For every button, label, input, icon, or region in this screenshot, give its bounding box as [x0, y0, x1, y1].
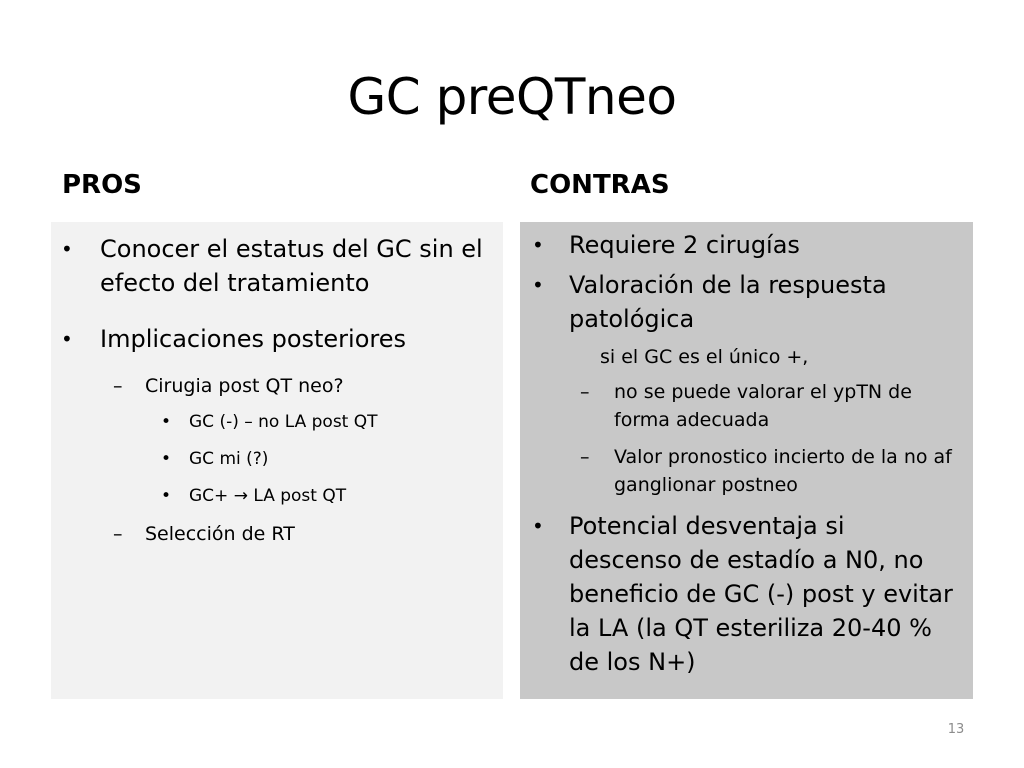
contras-sub-item: [580, 378, 960, 434]
slide-title: GC preQTneo: [347, 68, 677, 126]
contras-bullet-item: [532, 228, 962, 262]
contras-bullet-text: Requiere 2 cirugías: [569, 231, 800, 259]
contras-heading: CONTRAS: [530, 170, 670, 200]
pros-bullet-item: [61, 232, 491, 300]
page-number: 13: [947, 722, 965, 737]
contras-sub-text: no se puede valorar el ypTN de forma adecuada: [614, 381, 912, 431]
dash-icon: –: [113, 523, 123, 545]
bullet-icon: •: [532, 233, 544, 257]
contras-bullet-item: [532, 268, 962, 336]
pros-sub-sub-text: GC mi (?): [189, 449, 269, 469]
bullet-icon: •: [161, 486, 172, 506]
dash-icon: –: [580, 446, 590, 468]
pros-sub-item: [113, 520, 483, 548]
contras-panel: [520, 222, 973, 699]
pros-sub-item: [113, 372, 483, 400]
pros-panel: [51, 222, 503, 699]
pros-bullet-text: Implicaciones posteriores: [100, 325, 407, 353]
pros-bullet-item: [61, 322, 491, 356]
contras-bullet-text: Potencial desventaja si descenso de estadío a N0, no beneficio de GC (-) post y evitar la LA (la QT esteriliza 20-40 % de los N+): [569, 512, 953, 676]
pros-sub-text: Selección de RT: [145, 523, 295, 545]
contras-sub-text: Valor pronostico incierto de la no af ganglionar postneo: [614, 446, 952, 496]
bullet-icon: •: [61, 237, 73, 261]
dash-icon: –: [580, 381, 590, 403]
pros-sub-sub-item: [161, 446, 481, 472]
bullet-icon: •: [161, 412, 172, 432]
dash-icon: –: [113, 375, 123, 397]
pros-bullet-text: Conocer el estatus del GC sin el efecto del tratamiento: [100, 235, 483, 297]
pros-sub-sub-item: [161, 409, 481, 435]
pros-sub-text: Cirugia post QT neo?: [145, 375, 344, 397]
pros-sub-sub-text: GC+ → LA post QT: [189, 486, 347, 506]
pros-sub-sub-item: [161, 483, 481, 509]
bullet-icon: •: [532, 514, 544, 538]
contras-note: si el GC es el único +,: [600, 346, 809, 368]
bullet-icon: •: [532, 273, 544, 297]
contras-sub-item: [580, 443, 960, 499]
bullet-icon: •: [161, 449, 172, 469]
pros-sub-sub-text: GC (-) – no LA post QT: [189, 412, 378, 432]
contras-bullet-item: [532, 509, 962, 679]
pros-heading: PROS: [62, 170, 142, 200]
bullet-icon: •: [61, 327, 73, 351]
contras-bullet-text: Valoración de la respuesta patológica: [569, 271, 887, 333]
